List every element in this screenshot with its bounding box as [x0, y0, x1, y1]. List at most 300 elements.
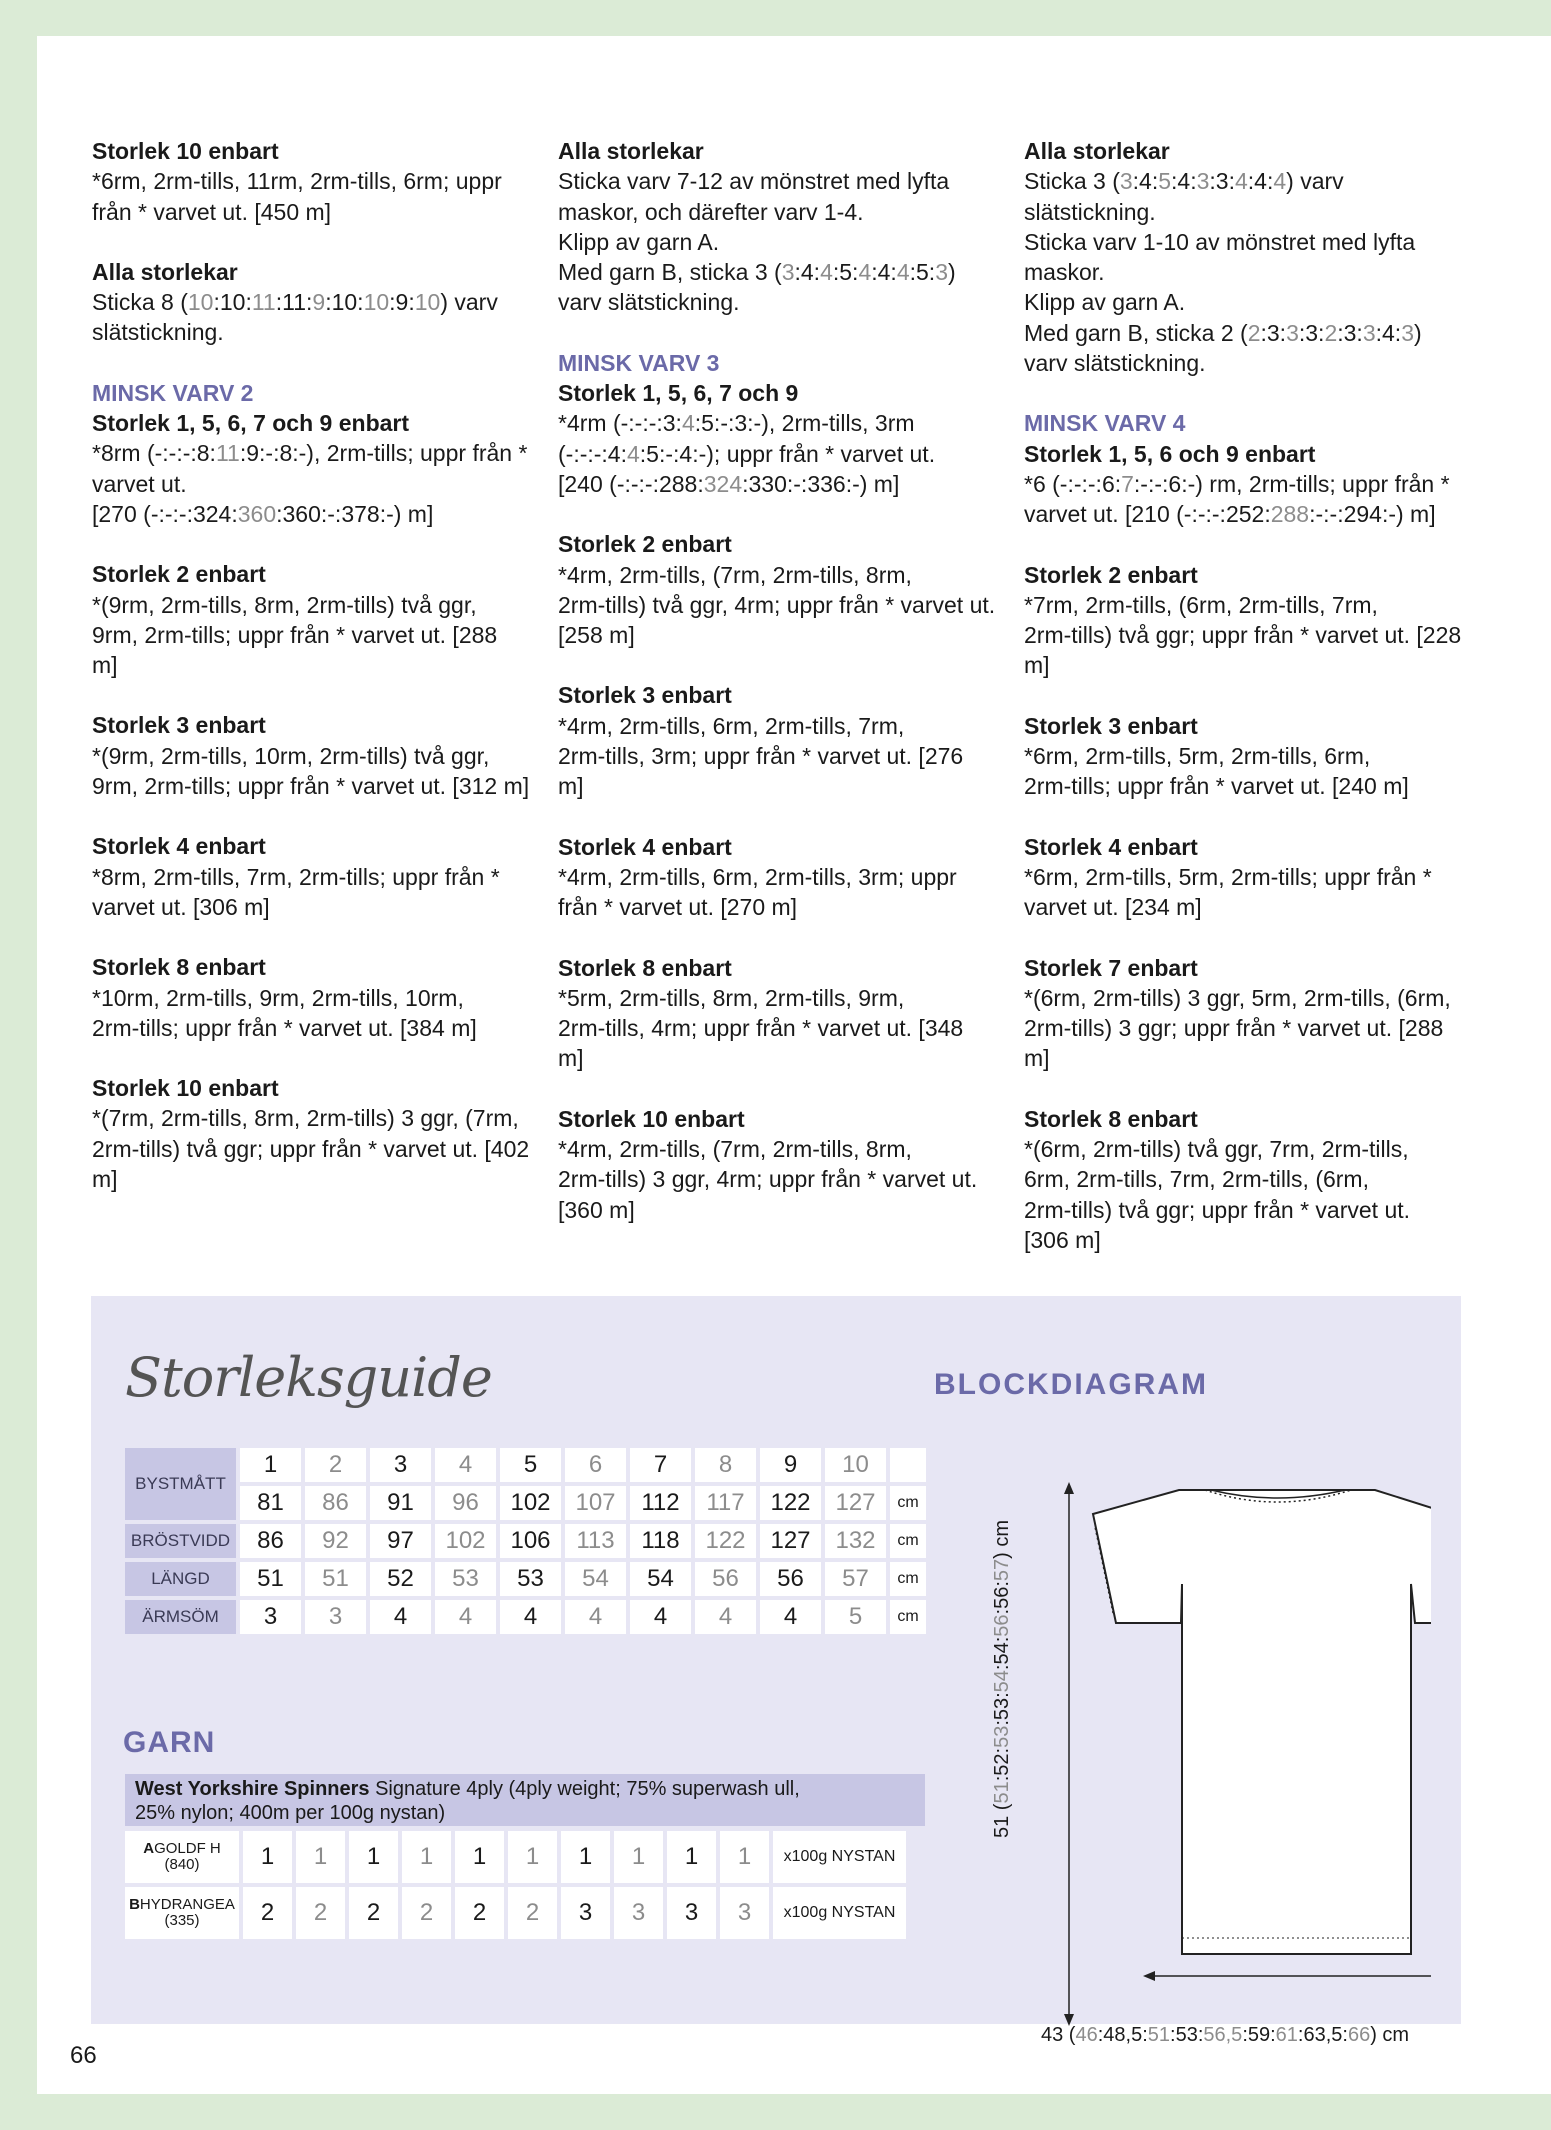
text-run: [306 m]	[1024, 1226, 1101, 1253]
size-value: 81	[240, 1486, 301, 1520]
text-run: 2rm-tills) två ggr; uppr från * varvet ut. [228	[1024, 622, 1462, 649]
text-run: [270 (-:-:-:324:	[92, 500, 238, 527]
text-run: :10:	[213, 289, 252, 316]
instruction-section	[1024, 953, 1464, 1074]
grey-size-value: 4	[1235, 168, 1248, 195]
instruction-section	[1024, 560, 1464, 681]
size-value: 102	[500, 1486, 561, 1520]
text-run: *6rm, 2rm-tills, 5rm, 2rm-tills; uppr från *	[1024, 863, 1432, 890]
instruction-line	[1024, 1134, 1464, 1164]
unit-cell	[890, 1448, 926, 1482]
yarn-quantity: 1	[667, 1831, 716, 1883]
text-run: från * varvet ut. [450 m]	[92, 198, 332, 225]
size-value: 5	[500, 1448, 561, 1482]
column-1	[92, 136, 532, 1224]
instruction-line	[1024, 1164, 1464, 1194]
grey-size-value: 54	[991, 1670, 1013, 1693]
blockdiagram-title: BLOCKDIAGRAM	[934, 1368, 1208, 1401]
size-value: 1	[240, 1448, 301, 1482]
text-run: *(9rm, 2rm-tills, 8rm, 2rm-tills) två ggr,	[92, 591, 477, 618]
size-heading: Storlek 4 enbart	[1024, 833, 1198, 860]
grey-size-value: 11	[215, 440, 240, 467]
instruction-line	[558, 771, 998, 801]
text-run: [360 m]	[558, 1196, 635, 1223]
text-run: 2rm-tills; uppr från * varvet ut. [384 m]	[92, 1014, 477, 1041]
grey-size-value: 7	[1121, 470, 1134, 497]
instruction-line	[92, 438, 532, 468]
size-value: 4	[760, 1600, 821, 1634]
text-run: :54:	[991, 1636, 1013, 1671]
instruction-line	[1024, 590, 1464, 620]
grey-size-value: 3	[1362, 319, 1376, 346]
size-value: 2	[305, 1448, 366, 1482]
size-value: 57	[825, 1562, 886, 1596]
text-run: :4:	[1132, 168, 1159, 195]
instruction-section	[558, 529, 998, 650]
text-run: :53:	[991, 1692, 1013, 1726]
sweater-schematic	[971, 1456, 1431, 2066]
text-run: )	[1414, 319, 1422, 346]
size-heading: Storlek 4 enbart	[92, 833, 266, 860]
text-run: *4rm, 2rm-tills, (7rm, 2rm-tills, 8rm,	[558, 1136, 912, 1163]
instruction-line	[1024, 469, 1464, 499]
instruction-line	[92, 317, 532, 347]
section-heading: MINSK VARV 3	[558, 349, 720, 376]
text-run: m]	[92, 1166, 118, 1193]
instruction-line	[92, 590, 532, 620]
size-value: 127	[760, 1524, 821, 1558]
yarn-quantity: 2	[296, 1887, 345, 1939]
instruction-line	[92, 197, 532, 227]
yarn-unit: x100g NYSTAN	[773, 1887, 906, 1939]
size-heading: Alla storlekar	[558, 138, 704, 164]
yarn-quantity: 3	[561, 1887, 610, 1939]
yarn-letter: B	[129, 1896, 140, 1913]
text-run: 2rm-tills) 3 ggr; uppr från * varvet ut. [288 m]	[1024, 1015, 1444, 1072]
size-row	[125, 1562, 926, 1596]
section-heading: MINSK VARV 2	[92, 379, 254, 406]
size-value: 3	[370, 1448, 431, 1482]
instruction-line	[558, 892, 998, 922]
text-run: *6 (-:-:-:6:	[1024, 470, 1122, 497]
sweater-outline	[1093, 1490, 1431, 1954]
grey-size-value: 324	[703, 470, 743, 497]
text-run: (-:-:-:4:	[558, 440, 627, 467]
instruction-line	[558, 1164, 998, 1194]
size-table	[121, 1444, 930, 1638]
text-run: :-:-:294:-) m]	[1309, 501, 1436, 528]
size-value: 122	[760, 1486, 821, 1520]
instruction-line	[1024, 983, 1464, 1013]
size-value: 56	[760, 1562, 821, 1596]
text-run: )	[948, 259, 956, 286]
size-value: 51	[305, 1562, 366, 1596]
text-run: :360:-:378:-) m]	[276, 500, 434, 527]
instruction-section	[92, 952, 532, 1043]
width-label	[1041, 2024, 1409, 2047]
size-value: 10	[825, 1448, 886, 1482]
yarn-quantity: 3	[667, 1887, 716, 1939]
instruction-line	[558, 983, 998, 1013]
size-value: 112	[630, 1486, 691, 1520]
yarn-color-name: HYDRANGEA	[139, 1896, 235, 1913]
size-row	[125, 1486, 926, 1520]
text-run: varvet ut. [306 m]	[92, 893, 270, 920]
text-run: Klipp av garn A.	[558, 228, 720, 255]
text-run: :59:	[1242, 2024, 1276, 2046]
unit-cell: cm	[890, 1562, 926, 1596]
yarn-quantity: 2	[508, 1887, 557, 1939]
width-arrow-left	[1143, 1971, 1155, 1981]
instruction-section	[558, 1104, 998, 1225]
instruction-line	[558, 1013, 998, 1043]
instruction-section	[558, 680, 998, 801]
instruction-line	[92, 287, 532, 317]
yarn-color-name: GOLDF H	[154, 1840, 221, 1857]
instruction-line	[1024, 166, 1464, 196]
row-label: BYSTMÅTT	[125, 1448, 236, 1520]
text-run: :9:-:8:-), 2rm-tills; uppr från *	[239, 440, 528, 467]
grey-size-value: 2	[1324, 319, 1338, 346]
yarn-quantity: 1	[720, 1831, 769, 1883]
instruction-line	[1024, 741, 1464, 771]
grey-size-value: 3	[935, 259, 948, 286]
text-run: :48,5:	[1097, 2024, 1148, 2046]
size-heading: Storlek 3 enbart	[558, 682, 732, 709]
size-value: 4	[435, 1600, 496, 1634]
yarn-description	[125, 1774, 925, 1826]
text-run: Med garn B, sticka 2 (	[1024, 319, 1248, 346]
yarn-quantity: 3	[720, 1887, 769, 1939]
size-value: 52	[370, 1562, 431, 1596]
size-row	[125, 1448, 926, 1482]
text-run: :4:	[794, 259, 821, 286]
yarn-label	[125, 1831, 239, 1883]
grey-size-value: 10	[187, 289, 214, 316]
size-value: 53	[435, 1562, 496, 1596]
size-value: 51	[240, 1562, 301, 1596]
text-run: 51 (	[991, 1803, 1013, 1838]
yarn-quantity: 2	[243, 1887, 292, 1939]
unit-cell: cm	[890, 1486, 926, 1520]
yarn-code: (840)	[164, 1856, 200, 1873]
instruction-line	[92, 499, 532, 529]
size-value: 9	[760, 1448, 821, 1482]
instruction-line	[1024, 348, 1464, 378]
yarn-quantity: 2	[402, 1887, 451, 1939]
text-run: :-:-:6:-) rm, 2rm-tills; uppr från *	[1133, 470, 1450, 497]
text-run: :4:	[1375, 319, 1402, 346]
text-run: 9rm, 2rm-tills; uppr från * varvet ut. [312 m]	[92, 773, 530, 800]
size-value: 54	[565, 1562, 626, 1596]
size-value: 4	[630, 1600, 691, 1634]
text-run: slätstickning.	[92, 319, 224, 346]
instruction-line	[92, 620, 532, 650]
text-run: Klipp av garn A.	[1024, 289, 1186, 316]
size-value: 97	[370, 1524, 431, 1558]
size-guide-panel	[91, 1296, 1461, 2046]
instruction-section	[92, 1073, 532, 1194]
text-run: :56:	[991, 1581, 1013, 1615]
yarn-label	[125, 1887, 239, 1939]
text-run: :3:	[1337, 319, 1363, 346]
instruction-line	[558, 1195, 998, 1225]
size-value: 53	[500, 1562, 561, 1596]
size-value: 5	[825, 1600, 886, 1634]
size-heading: Storlek 8 enbart	[92, 954, 266, 981]
text-run: :52:	[991, 1747, 1013, 1782]
text-run: 9rm, 2rm-tills; uppr från * varvet ut. [288	[92, 621, 498, 648]
grey-size-value: 56	[991, 1614, 1013, 1637]
text-run: Sticka varv 7-12 av mönstret med lyfta	[558, 168, 950, 195]
text-run: *4rm, 2rm-tills, 6rm, 2rm-tills, 7rm,	[558, 712, 905, 739]
text-run: :5:	[909, 259, 936, 286]
text-run: :4:	[1247, 168, 1274, 195]
instruction-line	[92, 862, 532, 892]
size-heading: Storlek 2 enbart	[1024, 561, 1198, 588]
text-run: ) cm	[1370, 2024, 1410, 2046]
instruction-line	[558, 227, 998, 257]
row-label: ÄRMSÖM	[125, 1600, 236, 1634]
text-run: *(6rm, 2rm-tills) två ggr, 7rm, 2rm-tills,	[1024, 1136, 1409, 1163]
yarn-desc-line2: 25% nylon; 400m per 100g nystan)	[135, 1802, 446, 1824]
grey-size-value: 3	[1196, 168, 1210, 195]
size-value: 3	[305, 1600, 366, 1634]
size-heading: Storlek 10 enbart	[558, 1105, 745, 1132]
text-run: [240 (-:-:-:288:	[558, 470, 704, 497]
size-value: 8	[695, 1448, 756, 1482]
instruction-line	[92, 650, 532, 680]
instruction-line	[92, 1134, 532, 1164]
size-value: 122	[695, 1524, 756, 1558]
grey-size-value: 51	[1147, 2024, 1171, 2046]
instruction-line	[558, 408, 998, 438]
yarn-quantity: 1	[614, 1831, 663, 1883]
length-label	[991, 1520, 1014, 1838]
grey-size-value: 66	[1347, 2024, 1371, 2046]
size-value: 117	[695, 1486, 756, 1520]
instruction-line	[558, 711, 998, 741]
column-3	[1024, 136, 1464, 1285]
instruction-section	[558, 348, 998, 499]
instruction-line	[1024, 650, 1464, 680]
yarn-quantity: 1	[508, 1831, 557, 1883]
grey-size-value: 4	[627, 440, 640, 467]
text-run: 6rm, 2rm-tills, 7rm, 2rm-tills, (6rm,	[1024, 1166, 1369, 1193]
text-run: :5:	[832, 259, 859, 286]
size-heading: Alla storlekar	[1024, 138, 1170, 164]
instruction-line	[92, 1164, 532, 1194]
text-run: m]	[92, 652, 118, 679]
size-guide-title: Storleksguide	[125, 1346, 492, 1409]
size-heading: Storlek 8 enbart	[558, 954, 732, 981]
size-value: 106	[500, 1524, 561, 1558]
size-value: 96	[435, 1486, 496, 1520]
instruction-line	[558, 166, 998, 196]
text-run: *(6rm, 2rm-tills) 3 ggr, 5rm, 2rm-tills, (6rm,	[1024, 984, 1451, 1011]
yarn-quantity: 1	[243, 1831, 292, 1883]
size-row	[125, 1524, 926, 1558]
instruction-line	[558, 1043, 998, 1073]
text-run: *7rm, 2rm-tills, (6rm, 2rm-tills, 7rm,	[1024, 591, 1378, 618]
size-value: 113	[565, 1524, 626, 1558]
size-heading: Storlek 1, 5, 6 och 9 enbart	[1024, 440, 1316, 467]
text-run: :3:	[1209, 168, 1235, 195]
yarn-quantity: 1	[455, 1831, 504, 1883]
instruction-line	[558, 620, 998, 650]
size-value: 4	[370, 1600, 431, 1634]
instruction-section	[92, 559, 532, 680]
instruction-section	[92, 710, 532, 801]
instruction-section	[1024, 711, 1464, 802]
instruction-line	[92, 741, 532, 771]
column-2	[558, 136, 998, 1255]
instruction-line	[1024, 499, 1464, 529]
text-run: *8rm, 2rm-tills, 7rm, 2rm-tills; uppr från *	[92, 863, 500, 890]
grey-size-value: 4	[681, 410, 695, 437]
size-value: 4	[500, 1600, 561, 1634]
text-run: varv slätstickning.	[1024, 350, 1206, 377]
size-heading: Storlek 3 enbart	[92, 712, 266, 739]
yarn-letter: A	[143, 1840, 155, 1857]
size-value: 127	[825, 1486, 886, 1520]
text-run: :11:	[275, 289, 313, 316]
text-run: 2rm-tills; uppr från * varvet ut. [240 m]	[1024, 773, 1409, 800]
instruction-line	[558, 287, 998, 317]
size-value: 6	[565, 1448, 626, 1482]
text-run: varv slätstickning.	[558, 289, 740, 316]
grey-size-value: 4	[1273, 168, 1287, 195]
instruction-line	[1024, 257, 1464, 287]
yarn-quantity: 2	[455, 1887, 504, 1939]
instruction-line	[1024, 862, 1464, 892]
instruction-line	[1024, 318, 1464, 348]
yarn-row	[125, 1887, 906, 1939]
length-arrow-top	[1064, 1482, 1074, 1494]
size-heading: Alla storlekar	[92, 258, 238, 285]
instruction-line	[558, 469, 998, 499]
text-run: :4:	[871, 259, 897, 286]
grey-size-value: 56,5	[1203, 2024, 1243, 2046]
instruction-line	[1024, 1225, 1464, 1255]
size-heading: Storlek 8 enbart	[1024, 1105, 1198, 1132]
grey-size-value: 57	[991, 1558, 1013, 1582]
text-run: 43 (	[1041, 2024, 1076, 2046]
text-run: Sticka varv 1-10 av mönstret med lyfta	[1024, 228, 1416, 255]
size-value: 54	[630, 1562, 691, 1596]
instruction-line	[1024, 287, 1464, 317]
grey-size-value: 10	[363, 289, 390, 316]
unit-cell: cm	[890, 1524, 926, 1558]
instruction-line	[92, 892, 532, 922]
text-run: från * varvet ut. [270 m]	[558, 894, 798, 921]
instruction-section	[92, 831, 532, 922]
size-heading: Storlek 2 enbart	[558, 531, 732, 558]
text-run: slätstickning.	[1024, 198, 1156, 225]
grey-size-value: 4	[820, 259, 833, 286]
instruction-line	[1024, 892, 1464, 922]
text-run: *4rm, 2rm-tills, 6rm, 2rm-tills, 3rm; uppr	[558, 863, 957, 890]
instruction-section	[92, 378, 532, 529]
size-heading: Storlek 1, 5, 6, 7 och 9 enbart	[92, 410, 410, 437]
size-heading: Storlek 2 enbart	[92, 561, 266, 588]
size-heading: Storlek 3 enbart	[1024, 712, 1198, 739]
size-value: 3	[240, 1600, 301, 1634]
yarn-quantity: 1	[349, 1831, 398, 1883]
grey-size-value: 9	[312, 289, 326, 316]
instruction-line	[558, 590, 998, 620]
text-run: varvet ut.	[92, 470, 187, 497]
size-value: 56	[695, 1562, 756, 1596]
text-run: *10rm, 2rm-tills, 9rm, 2rm-tills, 10rm,	[92, 984, 464, 1011]
yarn-code: (335)	[164, 1912, 200, 1929]
size-row	[125, 1600, 926, 1634]
instruction-line	[1024, 227, 1464, 257]
section-heading: MINSK VARV 4	[1024, 410, 1186, 437]
text-run: 2rm-tills) två ggr; uppr från * varvet ut. [402	[92, 1135, 530, 1162]
instruction-section	[1024, 1104, 1464, 1255]
text-run: :53:	[1170, 2024, 1204, 2046]
yarn-quantity: 1	[561, 1831, 610, 1883]
instruction-section	[92, 257, 532, 348]
instruction-line	[92, 166, 532, 196]
text-run: m]	[1024, 652, 1050, 679]
page-number: 66	[70, 2042, 97, 2069]
instruction-line	[558, 197, 998, 227]
size-heading: Storlek 10 enbart	[92, 138, 279, 164]
size-value: 86	[305, 1486, 366, 1520]
size-heading: Storlek 10 enbart	[92, 1075, 279, 1102]
text-run: *4rm, 2rm-tills, (7rm, 2rm-tills, 8rm,	[558, 561, 912, 588]
text-run: varvet ut. [234 m]	[1024, 894, 1202, 921]
size-heading: Storlek 1, 5, 6, 7 och 9	[558, 380, 799, 407]
yarn-quantity: 1	[402, 1831, 451, 1883]
size-value: 92	[305, 1524, 366, 1558]
text-run: 2rm-tills, 3rm; uppr från * varvet ut. [276	[558, 743, 964, 770]
size-value: 7	[630, 1448, 691, 1482]
garn-title: GARN	[123, 1726, 216, 1759]
instruction-section	[92, 136, 532, 227]
instruction-section	[558, 136, 998, 318]
grey-size-value: 3	[1119, 168, 1133, 195]
instruction-line	[1024, 1013, 1464, 1074]
text-run: *(9rm, 2rm-tills, 10rm, 2rm-tills) två ggr,	[92, 742, 490, 769]
instruction-line	[1024, 1195, 1464, 1225]
yarn-quantity: 1	[296, 1831, 345, 1883]
grey-size-value: 46	[1075, 2024, 1098, 2046]
text-run: :5:-:3:-), 2rm-tills, 3rm	[694, 410, 915, 437]
instruction-line	[558, 862, 998, 892]
text-run: :10:	[325, 289, 364, 316]
unit-cell: cm	[890, 1600, 926, 1634]
grey-size-value: 360	[237, 500, 277, 527]
grey-size-value: 3	[1286, 319, 1299, 346]
text-run: *6rm, 2rm-tills, 5rm, 2rm-tills, 6rm,	[1024, 743, 1371, 770]
size-value: 4	[435, 1448, 496, 1482]
size-value: 132	[825, 1524, 886, 1558]
instruction-line	[558, 560, 998, 590]
text-run: :3:	[1260, 319, 1287, 346]
instruction-line	[92, 983, 532, 1013]
yarn-row	[125, 1831, 906, 1883]
grey-size-value: 3	[781, 259, 795, 286]
yarn-name	[125, 1841, 239, 1857]
grey-size-value: 11	[251, 289, 276, 316]
grey-size-value: 2	[1247, 319, 1261, 346]
text-run: maskor, och därefter varv 1-4.	[558, 198, 864, 225]
instruction-section	[558, 832, 998, 923]
yarn-brand: West Yorkshire Spinners	[135, 1778, 370, 1800]
